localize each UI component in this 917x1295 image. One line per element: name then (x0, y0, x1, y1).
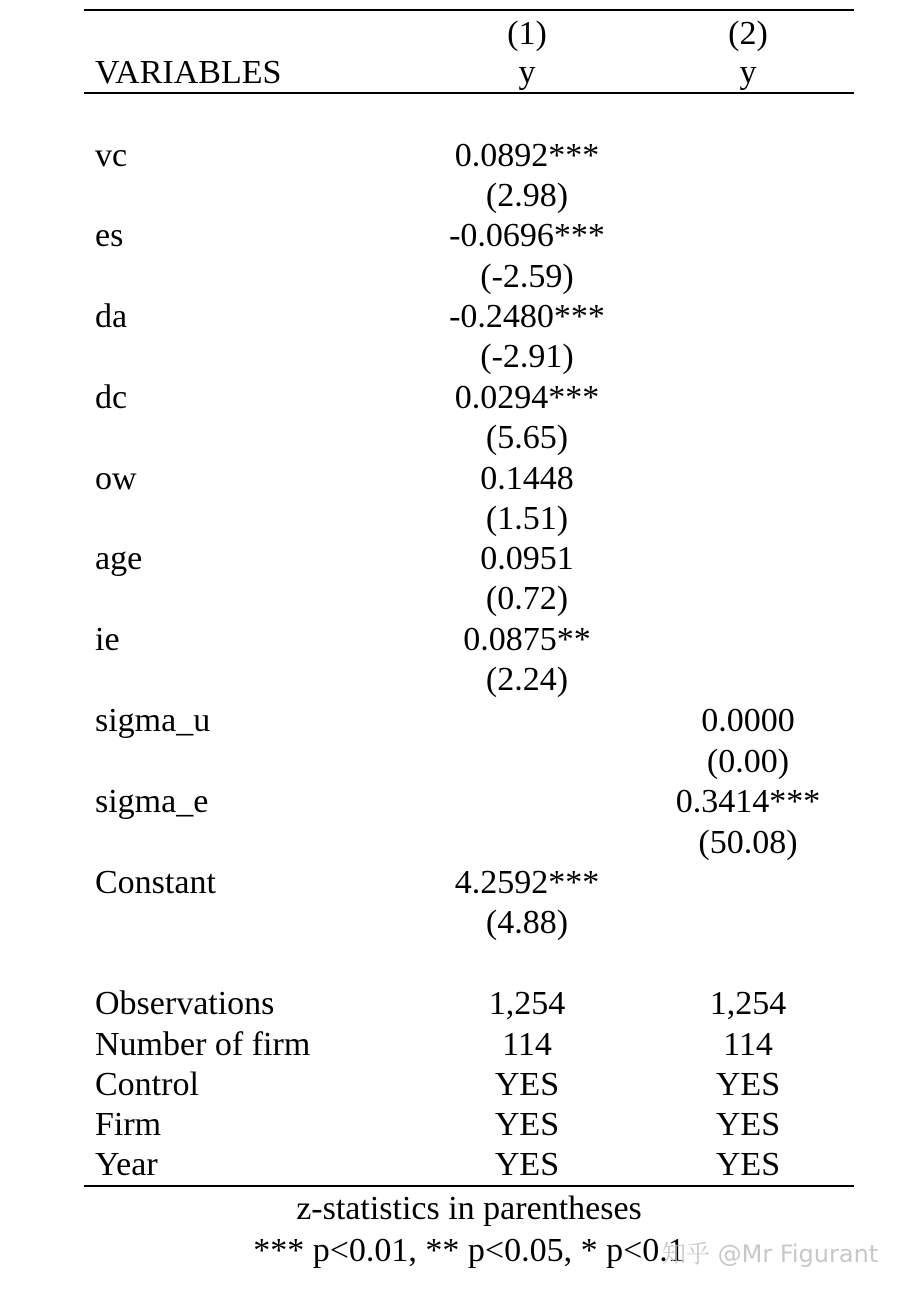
column-1-number: (1) (507, 15, 547, 52)
zstat-col1: (2.24) (485, 661, 569, 698)
variable-label: da (95, 298, 128, 335)
coefficient-col2: 0.0000 (701, 702, 795, 739)
top-rule (84, 9, 854, 11)
variable-label: Constant (95, 864, 216, 901)
stats-col1: 114 (502, 1026, 552, 1063)
coefficient-col1: 4.2592*** (454, 864, 600, 901)
stats-col2: YES (715, 1146, 781, 1183)
coefficient-col1: 0.0875** (463, 621, 591, 658)
coefficient-col1: 0.0951 (480, 540, 574, 577)
column-2-dependent: y (739, 54, 757, 91)
stats-label: Observations (95, 985, 275, 1022)
stats-col1: YES (494, 1146, 560, 1183)
zstat-col1: (4.88) (485, 904, 569, 941)
zstat-col1: (-2.59) (480, 258, 574, 295)
watermark-text: 知乎 @Mr Figurant (662, 1240, 879, 1268)
zstat-col2: (0.00) (706, 743, 790, 780)
zstat-col2: (50.08) (698, 824, 798, 861)
variable-label: dc (95, 379, 128, 416)
coefficient-col1: 0.1448 (480, 460, 574, 497)
variable-label: sigma_e (95, 783, 209, 820)
variables-header: VARIABLES (95, 54, 282, 91)
table-note-statistics: z-statistics in parentheses (296, 1190, 642, 1227)
stats-label: Firm (95, 1106, 162, 1143)
zstat-col1: (1.51) (485, 500, 569, 537)
zstat-col1: (2.98) (485, 177, 569, 214)
stats-label: Year (95, 1146, 158, 1183)
coefficient-col1: 0.0892*** (454, 137, 600, 174)
stats-col1: YES (494, 1106, 560, 1143)
variable-label: ow (95, 460, 137, 497)
zstat-col1: (-2.91) (480, 338, 574, 375)
coefficient-col1: 0.0294*** (454, 379, 600, 416)
column-2-number: (2) (728, 15, 768, 52)
column-1-dependent: y (518, 54, 536, 91)
variable-label: age (95, 540, 143, 577)
bottom-rule (84, 1185, 854, 1187)
table-note-significance: *** p<0.01, ** p<0.05, * p<0.1 (253, 1232, 685, 1269)
stats-col2: YES (715, 1106, 781, 1143)
zstat-col1: (0.72) (485, 580, 569, 617)
stats-col2: 114 (723, 1026, 773, 1063)
stats-label: Number of firm (95, 1026, 311, 1063)
coefficient-col2: 0.3414*** (675, 783, 821, 820)
variable-label: vc (95, 137, 128, 174)
coefficient-col1: -0.2480*** (449, 298, 605, 335)
variable-label: ie (95, 621, 120, 658)
stats-col1: 1,254 (488, 985, 566, 1022)
zstat-col1: (5.65) (485, 419, 569, 456)
stats-col2: YES (715, 1066, 781, 1103)
stats-col1: YES (494, 1066, 560, 1103)
stats-label: Control (95, 1066, 199, 1103)
coefficient-col1: -0.0696*** (449, 217, 605, 254)
variable-label: es (95, 217, 124, 254)
stats-col2: 1,254 (709, 985, 787, 1022)
variable-label: sigma_u (95, 702, 211, 739)
